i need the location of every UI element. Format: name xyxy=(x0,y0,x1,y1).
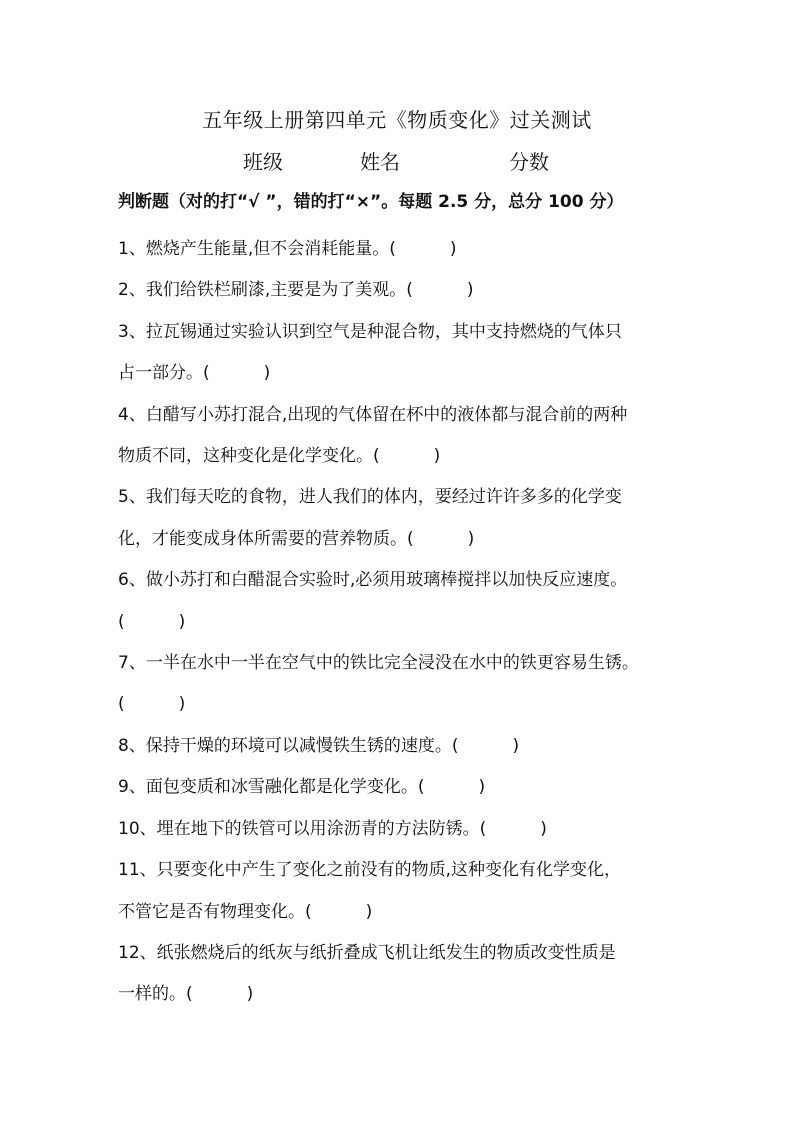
answer-close-paren: ) xyxy=(467,528,475,549)
answer-close-paren: ) xyxy=(246,984,254,1005)
question-line xyxy=(118,850,686,891)
question-line xyxy=(118,519,686,560)
answer-close-paren: ) xyxy=(365,901,373,922)
question-item xyxy=(118,312,686,395)
question-line xyxy=(118,602,686,643)
question-list xyxy=(118,229,686,1016)
question-text: 9、面包变质和冰雪融化都是化学变化。( xyxy=(118,777,425,798)
answer-close-paren: ) xyxy=(478,777,486,798)
question-item xyxy=(118,560,686,643)
question-text: 3、拉瓦锡通过实验认识到空气是种混合物，其中支持燃烧的气体只 xyxy=(118,321,622,342)
question-text: 2、我们给铁栏刷漆,主要是为了美观。( xyxy=(118,280,413,301)
question-text: 11、只要变化中产生了变化之前没有的物质,这种变化有化学变化， xyxy=(118,860,622,881)
question-line xyxy=(118,560,686,601)
question-item xyxy=(118,395,686,478)
answer-close-paren: ) xyxy=(263,363,271,384)
answer-close-paren: ) xyxy=(512,735,520,756)
question-item xyxy=(118,643,686,726)
question-item xyxy=(118,477,686,560)
question-line xyxy=(118,643,686,684)
question-item xyxy=(118,933,686,1016)
page-title: 五年级上册第四单元《物质变化》过关测试 xyxy=(202,108,592,132)
answer-close-paren: ) xyxy=(449,239,457,259)
answer-close-paren: ) xyxy=(178,694,186,715)
question-text: 占一部分。( xyxy=(118,363,210,384)
question-line xyxy=(118,767,686,808)
question-text: 10、埋在地下的铁管可以用涂沥青的方法防锈。( xyxy=(118,818,487,839)
question-item xyxy=(118,726,686,767)
question-text: ( xyxy=(118,611,125,632)
question-text: 12、纸张燃烧后的纸灰与纸折叠成飞机让纸发生的物质改变性质是 xyxy=(118,942,616,963)
section-heading: 判断题（对的打“√ ”，错的打“×”。每题 2.5 分，总分 100 分） xyxy=(118,192,624,212)
question-item xyxy=(118,767,686,808)
question-text: 化，才能变成身体所需要的营养物质。( xyxy=(118,528,414,549)
question-item xyxy=(118,809,686,850)
question-item xyxy=(118,850,686,933)
question-line xyxy=(118,353,686,394)
question-line xyxy=(118,809,686,850)
question-line xyxy=(118,726,686,767)
question-text: 一样的。( xyxy=(118,984,193,1005)
question-line xyxy=(118,436,686,477)
question-item xyxy=(118,270,686,311)
question-text: 物质不同，这种变化是化学变化。( xyxy=(118,446,380,467)
question-line xyxy=(118,477,686,518)
question-text: 7、一半在水中一半在空气中的铁比完全浸没在水中的铁更容易生锈。 xyxy=(118,653,639,674)
answer-close-paren: ) xyxy=(433,446,441,467)
question-text: 不管它是否有物理变化。( xyxy=(118,901,312,922)
question-text: ( xyxy=(118,694,125,715)
score-label: 分数 xyxy=(509,150,549,174)
question-text: 8、保持干燥的环境可以减慢铁生锈的速度。( xyxy=(118,735,459,756)
question-line xyxy=(118,933,686,974)
answer-close-paren: ) xyxy=(178,611,186,632)
question-text: 1、燃烧产生能量,但不会消耗能量。( xyxy=(118,239,396,259)
question-line xyxy=(118,974,686,1015)
question-text: 4、白醋写小苏打混合,出现的气体留在杯中的液体都与混合前的两种 xyxy=(118,404,628,425)
question-text: 5、我们每天吃的食物，进人我们的体内，要经过许许多多的化学变 xyxy=(118,487,622,508)
answer-close-paren: ) xyxy=(466,280,474,301)
question-text: 6、做小苏打和白醋混合实验时,必须用玻璃棒搅拌以加快反应速度。 xyxy=(118,570,628,591)
answer-close-paren: ) xyxy=(540,818,547,839)
question-line xyxy=(118,684,686,725)
question-line xyxy=(118,892,686,933)
name-label: 姓名 xyxy=(360,150,400,174)
student-info-fields xyxy=(0,148,794,176)
question-line xyxy=(118,270,686,311)
class-label: 班级 xyxy=(243,150,283,174)
question-line xyxy=(118,229,686,270)
question-item xyxy=(118,229,686,270)
question-line xyxy=(118,312,686,353)
question-line xyxy=(118,395,686,436)
